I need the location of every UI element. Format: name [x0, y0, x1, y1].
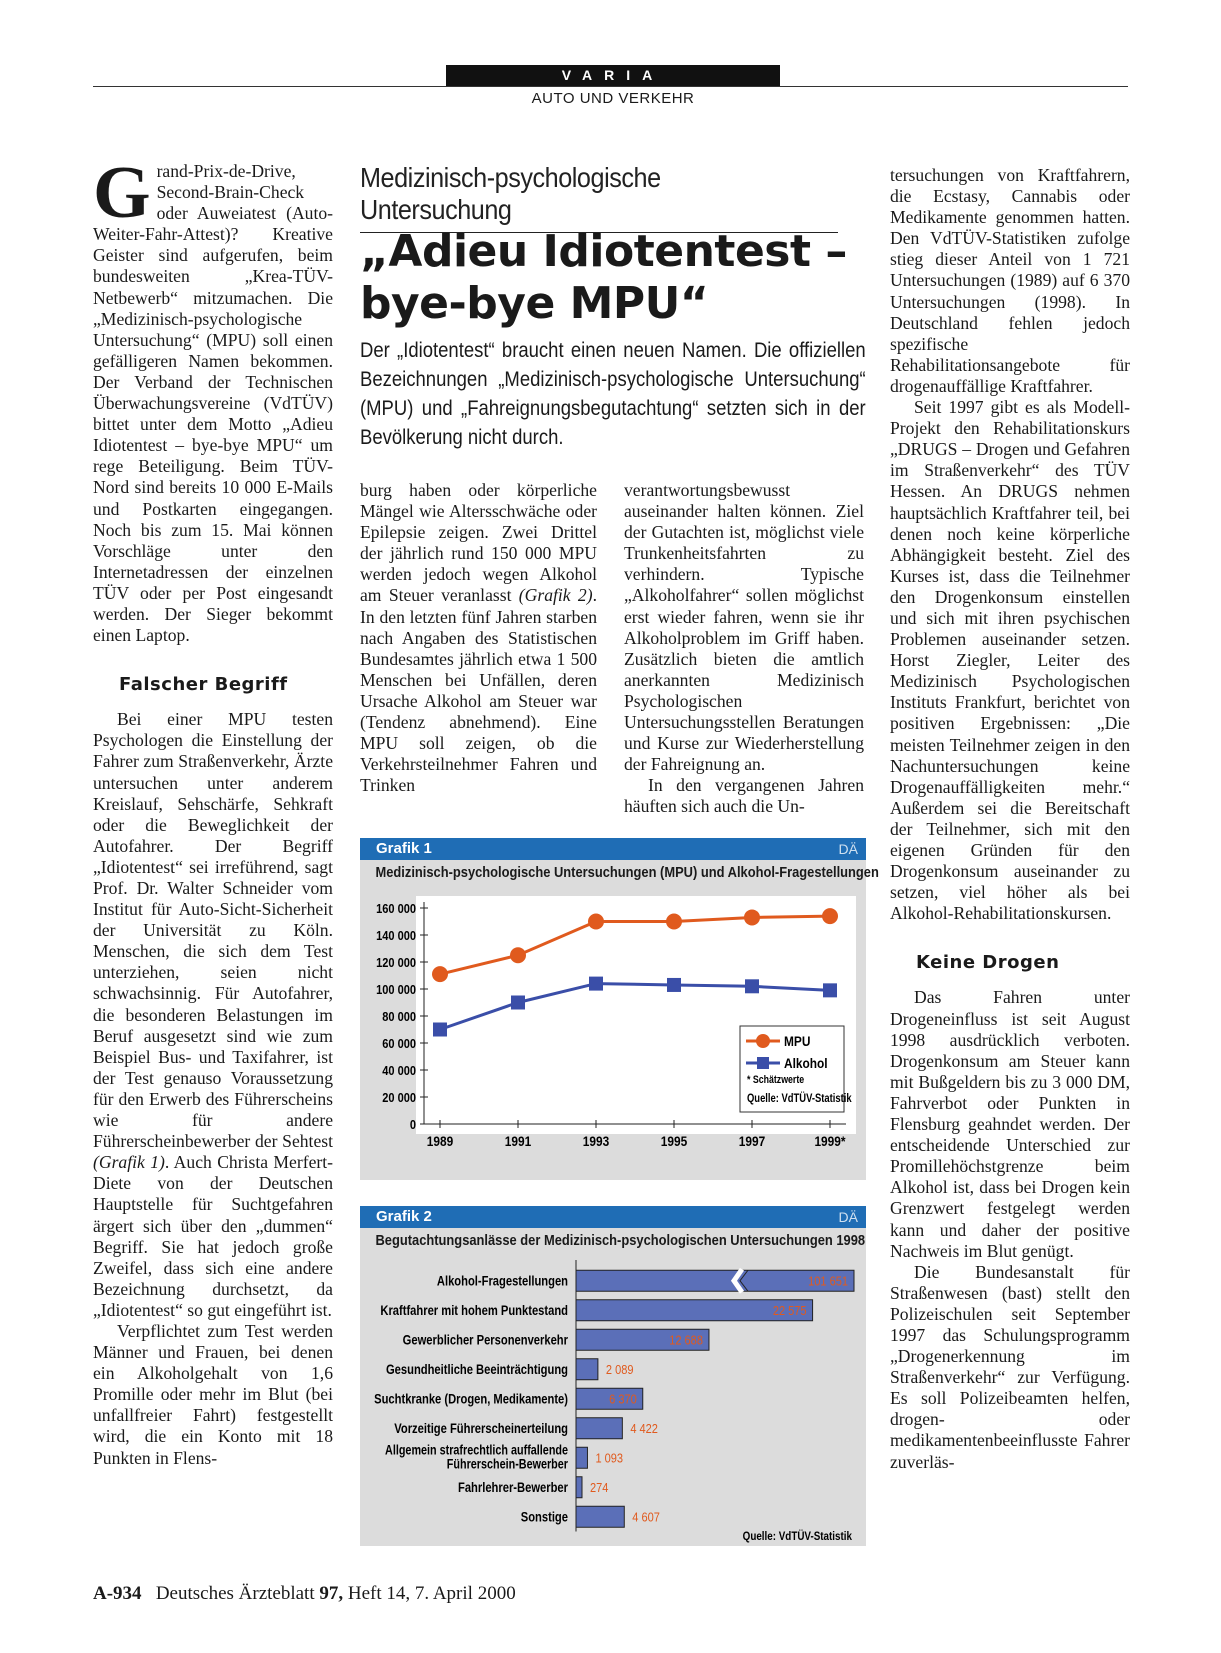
chart2-data-label: 274: [590, 1480, 609, 1496]
article-kicker: Medizinisch-psychologische Untersuchung: [360, 162, 838, 233]
chart1-source: Quelle: VdTÜV-Statistik: [747, 1092, 852, 1106]
chart1-legend-label: MPU: [784, 1033, 811, 1050]
page-number: A-934: [93, 1583, 142, 1604]
col4-paragraph-2: Seit 1997 gibt es als Modell-Projekt den Rehabilitationskurs „DRUGS – Drogen und Gefahren im Straßenverkehr“ des TÜV Hessen. An DRUGS nehmen hauptsächlich Kraftfahrer teil, bei denen noch keine körperliche Abhängigkeit besteht. Ziel des Kurses ist, dass die Teilnehmer den Drogenkonsum einstellen und sich mit ihren psychischen Problemen auseinander setzen. Horst Ziegler, Leiter des Medizinisch Psychologischen Instituts Frankfurt, berichtet von positiven Ergebnissen: „Die meisten Teilnehmer zeigen in den Nachuntersuchungen keine Drogenauffälligkeiten mehr.“ Außerdem sei die Bereitschaft der Teilnehmer, sich mit den eigenen Gründen für den Drogenkonsum auseinander zu setzen, viel höher als bei Alkohol-Rehabilitationskursen.: [890, 397, 1130, 924]
chart1-legend-marker: [757, 1057, 769, 1069]
journal-volume: 97,: [319, 1583, 344, 1604]
chart1-x-tick-label: 1995: [660, 1133, 688, 1150]
col3-paragraph-2: In den vergangenen Jahren häuften sich auch die Un-: [624, 775, 864, 817]
chart2-label: Grafik 2: [376, 1208, 432, 1225]
chart2-category-label: Fahrlehrer-Bewerber: [458, 1480, 568, 1496]
chart2-data-label: 1 093: [595, 1450, 624, 1466]
chart1-point-alkohol: [823, 983, 837, 997]
chart1-point-mpu: [510, 947, 526, 963]
chart1-point-mpu: [666, 914, 682, 930]
chart1-point-mpu: [432, 966, 448, 982]
chart1-point-mpu: [588, 914, 604, 930]
chart1-y-tick-label: 0: [409, 1117, 416, 1133]
article-headline: „Adieu Idiotentest – bye-bye MPU“: [360, 226, 847, 329]
chart1-y-tick-label: 60 000: [382, 1036, 416, 1052]
chart1-point-mpu: [744, 909, 760, 925]
chart1-legend: [740, 1026, 852, 1112]
col4-paragraph-1: tersuchungen von Kraftfahrern, die Ecstasy, Cannabis oder Medikamente genommen hatten. Den VdTÜV-Statistiken zufolge stieg dieser Anteil von 1 721 Untersuchungen (1989) auf 6 370 Untersuchungen (1998). In Deutschland fehlen jedoch spezifische Rehabilitationsangebote für drogenauffällige Kraftfahrer.: [890, 165, 1130, 396]
chart1-x-tick-label: 1989: [426, 1133, 454, 1150]
col1-paragraph-1: rand-Prix-de-Drive, Second-Brain-Check oder Auweiatest (Auto-Weiter-Fahr-Attest)? Kreative Geister sind aufgerufen, beim bundesweiten „Krea-TÜV-Netbewerb“ mitzumachen. Die „Medizinisch-psychologische Untersuchung“ (MPU) soll einen gefälligeren Namen bekommen. Der Verband der Technischen Überwachungsvereine (VdTÜV) bittet unter dem Motto „Adieu Idiotentest – bye-bye MPU“ um rege Beteiligung. Beim TÜV-Nord sind bereits 10 000 E-Mails und Postkarten eingegangen. Noch bis zum 15. Mai können Vorschläge unter den Internetadressen der einzelnen TÜV oder per Post eingesandt werden. Der Sieger bekommt einen Laptop.: [93, 161, 333, 646]
chart1-point-alkohol: [511, 996, 525, 1010]
chart1-point-alkohol: [745, 979, 759, 993]
section-label: VARIA: [446, 65, 780, 86]
page-footer: [93, 1583, 516, 1605]
chart2-category-label: Alkohol-Fragestellungen: [436, 1273, 568, 1290]
chart1-point-mpu: [822, 908, 838, 924]
chart2-bar: [576, 1418, 622, 1439]
chart-grafik-1: [360, 838, 879, 1180]
column-2: [360, 480, 597, 796]
chart1-y-tick-label: 20 000: [382, 1090, 416, 1106]
chart1-label: Grafik 1: [376, 840, 432, 857]
chart2-category-label: Allgemein strafrechtlich auffallende: [385, 1442, 568, 1459]
chart2-bar: [576, 1359, 598, 1380]
chart-grafik-2: [360, 1206, 866, 1546]
chart2-bar: [576, 1506, 624, 1527]
chart1-svg: [360, 886, 866, 1180]
subheading-keine-drogen: Keine Drogen: [916, 952, 1060, 974]
column-1: [93, 152, 333, 1469]
chart1-x-tick-label: 1999*: [814, 1133, 846, 1150]
chart1-legend-marker: [756, 1034, 770, 1048]
chart1-point-alkohol: [667, 978, 681, 992]
journal-issue: Heft 14, 7. April 2000: [347, 1583, 516, 1604]
subheading-falscher-begriff: Falscher Begriff: [119, 674, 288, 696]
chart2-svg: [360, 1254, 866, 1546]
chart2-data-label: 22 575: [772, 1303, 807, 1319]
chart1-y-tick-label: 160 000: [376, 901, 416, 917]
chart2-data-label: 4 422: [630, 1421, 658, 1437]
journal-name: Deutsches Ärzteblatt: [155, 1583, 315, 1604]
chart1-x-tick-label: 1997: [738, 1133, 766, 1150]
chart2-title: Begutachtungsanlässe der Medizinisch-psychologischen Untersuchungen 1998: [375, 1232, 866, 1249]
chart2-category-label: Führerschein-Bewerber: [446, 1456, 568, 1473]
header-rule: [93, 86, 1128, 87]
chart2-category-label: Vorzeitige Führerscheinerteilung: [394, 1421, 568, 1437]
chart2-data-label: 4 607: [632, 1509, 660, 1525]
col1-paragraph-3: Verpflichtet zum Test werden Männer und Frauen, bei denen ein Alkoholgehalt von 1,6 Promille oder mehr im Blut (bei unfallfreier Fahrt) festgestellt wird, die ein Konto mit 18 Punkten in Flens-: [93, 1320, 333, 1468]
col1-paragraph-2: Bei einer MPU testen Psychologen die Einstellung der Fahrer zum Straßenverkehr, Ärzte untersuchen unter anderem Kreislauf, Sehschärfe, Sehkraft oder die Beweglichkeit der Autofahrer. Der Begriff „Idiotentest“ sei irreführend, sagt Prof. Dr. Walter Schneider vom Institut für Auto-Sicht-Sicherheit der Universität zu Köln. Menschen, die sich dem Test unterziehen, seien nicht schwachsinnig. Für Autofahrer, die besonderen Belastungen im Beruf ausgesetzt sind wie zum Beispiel Bus- und Taxifahrer, ist der Test genauso Voraussetzung für den Erwerb des Führerscheins wie für andere Führerscheinbewerber der Sehtest (Grafik 1). Auch Christa Merfert-Diete von der Deutschen Hauptstelle für Suchtgefahren ärgert sich über den „dummen“ Begriff. Sie hat jedoch große Zweifel, dass sich eine andere Bezeichnung durchsetzt, da „Idiotentest“ so gut eingeführt ist.: [93, 709, 333, 1320]
chart2-category-label: Suchtkranke (Drogen, Medikamente): [374, 1391, 568, 1408]
column-4: [890, 165, 1130, 1473]
chart1-point-alkohol: [433, 1023, 447, 1037]
chart2-category-label: Sonstige: [520, 1509, 568, 1526]
chart2-source: Quelle: VdTÜV-Statistik: [742, 1530, 852, 1544]
chart1-legend-label: Alkohol: [784, 1055, 828, 1072]
chart2-bar: [576, 1447, 587, 1468]
col4-paragraph-4: Die Bundesanstalt für Straßenwesen (bast) stellt den Polizeischulen seit September 1997 das Schulungsprogramm „Drogenerkennung im Straßenverkehr“ zur Verfügung. Es soll Polizeibeamten helfen, drogen- oder medikamentenbeeinflusste Fahrer zuverläs-: [890, 1261, 1130, 1472]
chart1-x-tick-label: 1991: [504, 1133, 532, 1150]
chart1-y-tick-label: 80 000: [382, 1009, 416, 1025]
column-3: [624, 480, 864, 818]
chart1-y-tick-label: 120 000: [376, 955, 416, 971]
chart1-y-tick-label: 100 000: [376, 982, 416, 998]
drop-cap: G: [93, 152, 151, 234]
col2-paragraph: burg haben oder körperliche Mängel wie Altersschwäche oder Epilepsie zeigen. Zwei Drittel der jährlich rund 150 000 MPU werden jedoch wegen Alkohol am Steuer veranlasst (Grafik 2). In den letzten fünf Jahren starben nach Angaben des Statistischen Bundesamtes jährlich etwa 1 500 Menschen bei Unfällen, deren Ursache Alkohol am Steuer war (Tendenz abnehmend). Eine MPU soll zeigen, ob die Verkehrsteilnehmer Fahren und Trinken: [360, 480, 597, 796]
chart1-brand: DÄ: [838, 841, 858, 857]
chart1-point-alkohol: [589, 977, 603, 991]
chart2-brand: DÄ: [838, 1209, 858, 1225]
chart2-data-label: 101 651: [808, 1273, 848, 1289]
subsection-label: AUTO UND VERKEHR: [531, 90, 695, 107]
chart2-category-label: Kraftfahrer mit hohem Punktestand: [380, 1303, 568, 1319]
chart1-title: Medizinisch-psychologische Untersuchungen (MPU) und Alkohol-Fragestellungen: [375, 864, 879, 881]
chart2-category-label: Gewerblicher Personenverkehr: [402, 1332, 568, 1349]
chart2-data-label: 12 688: [669, 1332, 703, 1348]
chart2-data-label: 2 089: [605, 1362, 634, 1378]
chart1-x-tick-label: 1993: [582, 1133, 610, 1150]
chart2-bar: [576, 1477, 582, 1498]
chart2-category-label: Gesundheitliche Beeinträchtigung: [385, 1362, 568, 1378]
chart2-data-label: 6 370: [609, 1391, 637, 1407]
chart1-y-tick-label: 40 000: [382, 1063, 416, 1079]
col3-paragraph-1: verantwortungsbewusst auseinander halten können. Ziel der Gutachten ist, möglichst viele Trunkenheitsfahrten zu verhindern. Typische „Alkoholfahrer“ sollen möglichst erst wieder fahren, wenn sie ihr Alkoholproblem im Griff haben. Zusätzlich bieten die amtlich anerkannten Medizinisch Psychologischen Untersuchungsstellen Beratungen und Kurse zur Wiederherstellung der Fahreignung an.: [624, 480, 864, 775]
chart1-footnote: * Schätzwerte: [747, 1074, 805, 1087]
article-lead: Der „Idiotentest“ braucht einen neuen Namen. Die offiziellen Bezeichnungen „Medizinisch-psychologische Untersuchung“ (MPU) und „Fahreignungsbegutachtung“ setzten sich in der Bevölkerung nicht durch.: [360, 338, 866, 449]
col4-paragraph-3: Das Fahren unter Drogeneinfluss ist seit August 1998 ausdrücklich verboten. Drogenkonsum am Steuer kann mit Bußgeldern bis zu 3 000 DM, Fahrverbot oder Punkten in Flensburg geahndet werden. Der entscheidende Unterschied zur Promillehöchstgrenze beim Alkohol ist, dass bei Drogen kein Grenzwert festgelegt werden kann und daher der positive Nachweis im Blut genügt.: [890, 987, 1130, 1261]
chart1-y-tick-label: 140 000: [376, 928, 416, 944]
